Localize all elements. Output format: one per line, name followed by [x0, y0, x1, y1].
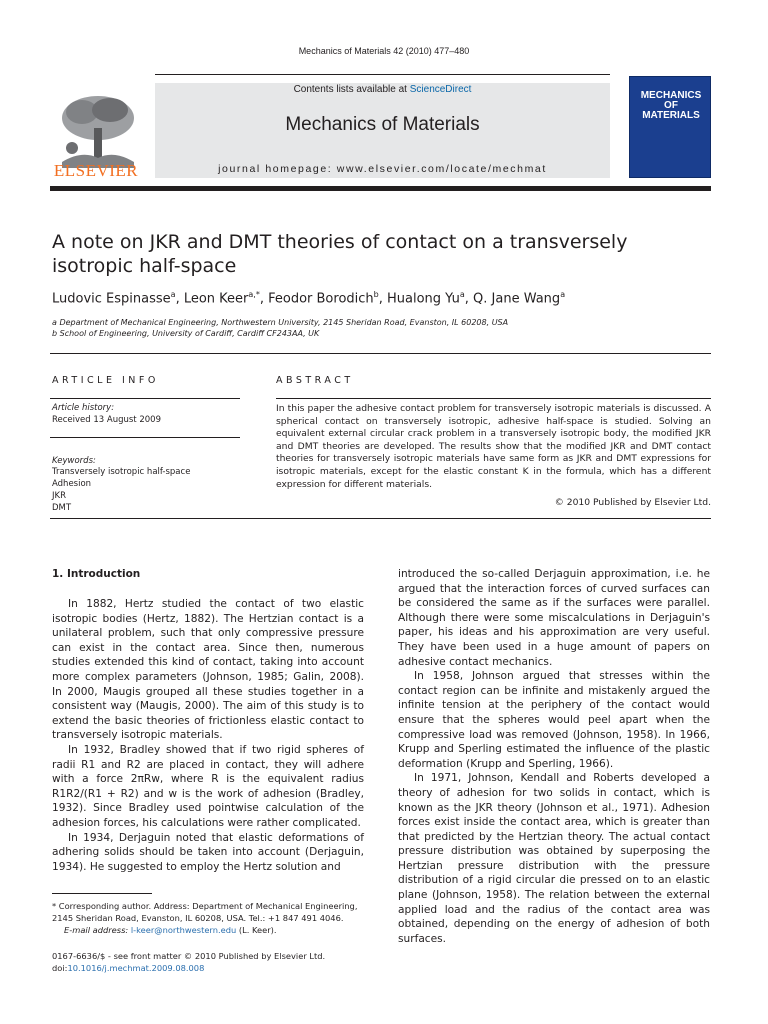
- right-column: [398, 567, 710, 946]
- received-date: Received 13 August 2009: [52, 415, 161, 425]
- abstract-bottom-rule: [50, 518, 711, 519]
- section-rule: [50, 353, 711, 354]
- author-name: Ludovic Espinasse: [52, 291, 171, 307]
- paragraph: In 1971, Johnson, Kendall and Roberts developed a theory of adhesion for two solids in contact, which is known as the JKR theory (Johnson et al., 1971). Adhesion forces exist inside the contact area, which is greater than that predicted by the Hertzian theory. The actual contact pressure distribution was obtained by superposing the Hertzian pressure distribution with the pressure distribution of a rigid circular die pressed on to an elastic plane (Johnson, 1958). The relation between the external applied load and the radius of the contact area was obtained, depending on the energy of adhesion of both surfaces.: [398, 772, 710, 945]
- author-affil-mark: a: [459, 290, 465, 299]
- issn-line: 0167-6636/$ - see front matter © 2010 Published by Elsevier Ltd.: [52, 951, 326, 961]
- abstract-text: In this paper the adhesive contact problem for transversely isotropic materials is discussed. A spherical contact on transversely isotropic, adhesive half-space is studied. Solving an equivalent external circular crack problem in a transversely isotropic body, the modified JKR and DMT theories are developed. The results show that the modified JKR and DMT contact theories for transversely isotropic materials have same form as JKR and DMT expressions for isotropic materials, except for the elastic constant K in the formula, which has a different expression for different materials.: [276, 403, 711, 490]
- affiliation: b School of Engineering, University of Cardiff, Cardiff CF243AA, UK: [52, 329, 320, 338]
- journal-cover: [629, 76, 711, 178]
- doi-link[interactable]: 10.1016/j.mechmat.2009.08.008: [67, 963, 205, 973]
- cover-title-line-2: OF: [664, 100, 678, 111]
- keyword: JKR: [52, 491, 66, 501]
- paragraph: introduced the so-called Derjaguin approximation, i.e. he argued that the interaction forces of curved surfaces can be considered the same as if the surfaces were parallel. Although there were some miscalculations in Derjaguin's paper, his ideas and his approximation are very useful. They have been used in a huge amount of papers on adhesive contact mechanics.: [398, 568, 710, 668]
- abstract-rule: [276, 398, 711, 399]
- corresponding-author-note: * Corresponding author. Address: Department of Mechanical Engineering, 2145 Sheridan Road, Evanston, IL 60208, USA. Tel.: +1 847 491 4046.: [52, 901, 358, 923]
- article-info-heading: ARTICLE INFO: [52, 375, 159, 386]
- header-bottom-rule: [50, 186, 711, 191]
- author-name: Feodor Borodich: [268, 291, 374, 307]
- article-title: A note on JKR and DMT theories of contact on a transversely isotropic half-space: [52, 231, 628, 277]
- keywords-label: Keywords:: [52, 456, 96, 466]
- section-heading: 1. Introduction: [52, 568, 141, 580]
- publisher-name: ELSEVIER: [53, 161, 139, 180]
- contents-prefix: Contents lists available at: [293, 84, 410, 95]
- author-name: Hualong Yu: [387, 291, 460, 307]
- author-name: Leon Keer: [183, 291, 249, 307]
- author-affil-mark: b: [373, 290, 379, 299]
- keyword: DMT: [52, 503, 72, 513]
- paragraph: In 1932, Bradley showed that if two rigid spheres of radii R1 and R2 are placed in contact, they will adhere with a force 2πRw, where R is the equivalent radius R1R2/(R1 + R2) and w is the work of adhesion (Bradley, 1932). Since Bradley used pointwise calculation of the adhesion forces, his calculations were rather complicated.: [52, 743, 364, 829]
- email-suffix: (L. Keer).: [236, 925, 277, 935]
- author-affil-mark: a: [560, 290, 566, 299]
- article-history-label: Article history:: [52, 403, 115, 413]
- paragraph: In 1958, Johnson argued that stresses within the contact region can be infinite and mistakenly argued the infinite tension at the periphery of the contact would ensure that the spheres would peel apart when the compressive load was removed (Johnson, 1958). In 1966, Krupp and Sperling estimated the influence of the plastic deformation (Krupp and Sperling, 1966).: [398, 670, 710, 770]
- keyword: Adhesion: [52, 479, 92, 489]
- author-affil-mark: a: [170, 290, 176, 299]
- email-label: E-mail address:: [64, 925, 129, 935]
- contents-line: [155, 84, 610, 95]
- article-info-rule: [50, 398, 240, 399]
- paragraph: In 1882, Hertz studied the contact of two elastic isotropic bodies (Hertz, 1882). The Hertzian contact is a unilateral problem, such that only compressive pressure can exist in the contact area. Since then, numerous studies extended this kind of contact, taking into account more complex parameters (Johnson, 1985; Galin, 2008). In 2000, Maugis grouped all these studies together in a consistent way (Maugis, 2000). The aim of this study is to extend the basic theories of frictionless elastic contact to transversely isotropic materials.: [52, 598, 364, 742]
- journal-homepage[interactable]: journal homepage: www.elsevier.com/locate/mechmat: [218, 163, 547, 175]
- cover-title: [634, 91, 708, 121]
- author-name: Q. Jane Wang: [473, 291, 561, 307]
- header-rule: [155, 74, 610, 75]
- keyword: Transversely isotropic half-space: [52, 467, 191, 477]
- cover-title-line-1: MECHANICS: [640, 90, 702, 101]
- article-info-divider: [50, 437, 240, 438]
- author-list: Ludovic Espinasse$^a$, Leon Keer$^{a,*}$, Feodor Borodich$^b$, Hualong Yu$^a$, Q. Jane Wang$^a$: [52, 290, 566, 307]
- left-column: [52, 597, 364, 874]
- email-link[interactable]: l-keer@northwestern.edu: [130, 925, 237, 935]
- affiliation: a Department of Mechanical Engineering, Northwestern University, 2145 Sheridan Road, Evanston, IL 60208, USA: [52, 318, 509, 327]
- paragraph: In 1934, Derjaguin noted that elastic deformations of adhering solids should be taken into account (Derjaguin, 1934). He suggested to employ the Hertz solution and: [52, 831, 364, 873]
- abstract-heading: ABSTRACT: [276, 375, 354, 386]
- sciencedirect-link[interactable]: ScienceDirect: [409, 84, 472, 95]
- cover-title-line-3: MATERIALS: [642, 110, 700, 121]
- author-affil-mark: a,*: [248, 290, 260, 299]
- footnote-rule: [52, 893, 152, 894]
- abstract-copyright: © 2010 Published by Elsevier Ltd.: [554, 497, 711, 508]
- doi-line: [52, 962, 204, 974]
- journal-reference: Mechanics of Materials 42 (2010) 477–480: [298, 46, 470, 56]
- email-line: [64, 924, 364, 936]
- journal-title: Mechanics of Materials: [285, 114, 480, 135]
- doi-prefix: doi:: [52, 963, 68, 973]
